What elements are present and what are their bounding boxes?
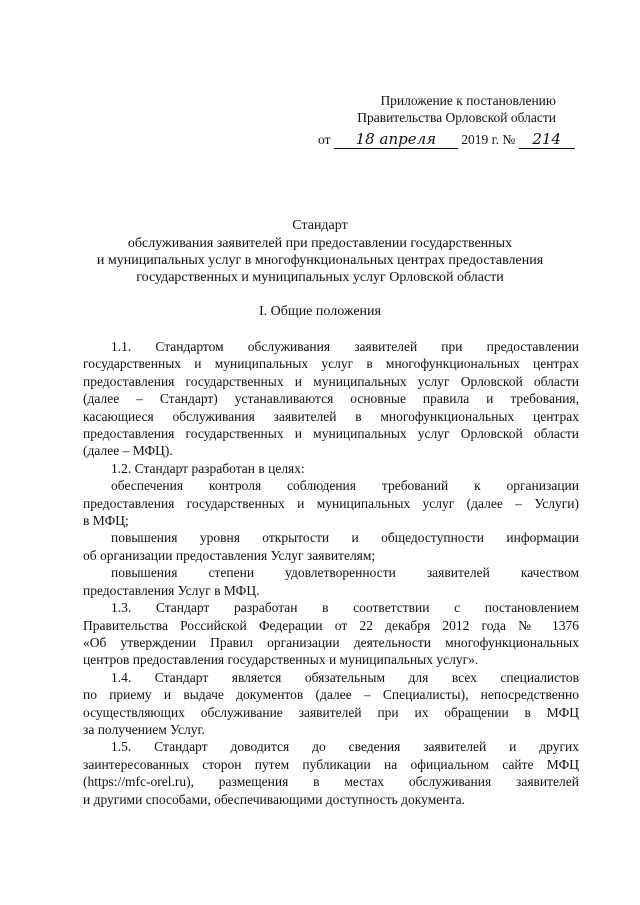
text-line: по приему и выдаче документов (далее – Специалисты), непосредственно: [83, 687, 579, 703]
text-line: «Об утверждении Правил организации деятельности многофункциональных: [83, 634, 579, 650]
title-line-3: государственных и муниципальных услуг Орловской области: [136, 270, 504, 285]
paragraph-1-5: [83, 738, 579, 808]
text-line: (далее – Стандарт) устанавливаются основные правила и требования,: [83, 391, 579, 407]
text-line: и другими способами, обеспечивающими доступность документа.: [83, 791, 465, 807]
text-line: повышения уровня открытости и общедоступности информации: [111, 530, 579, 546]
text-line: касающиеся обслуживания заявителей в многофункциональных центрах: [83, 408, 579, 424]
appendix-line-1: Приложение к постановлению: [380, 93, 556, 108]
goal-2: [83, 529, 579, 564]
resolution-date-line: [318, 130, 575, 149]
paragraph-1-3: [83, 599, 579, 669]
text-line: предоставления государственных и муниципальных услуг Орловской области: [83, 373, 579, 389]
text-line: государственных и муниципальных услуг в многофункциональных центрах: [83, 356, 579, 372]
goal-1: [83, 477, 579, 529]
text-line: центров предоставления государственных и муниципальных услуг».: [83, 652, 479, 668]
paragraph-1-4: [83, 669, 579, 739]
text-line: за получением Услуг.: [83, 721, 205, 737]
paragraph-1-1: [83, 338, 579, 460]
handwritten-date: 18 апреля: [334, 130, 458, 149]
text-line: 1.1. Стандартом обслуживания заявителей при предоставлении: [111, 339, 579, 354]
text-line: 1.5. Стандарт доводится до сведения заявителей и других: [111, 739, 579, 755]
text-line: об организации предоставления Услуг заявителям;: [83, 547, 376, 563]
text-line: Правительства Российской Федерации от 22 декабря 2012 года № 1376: [83, 617, 579, 633]
goal-3: [83, 564, 579, 599]
text-line: осуществляющих обслуживание заявителей при их обращении в МФЦ: [83, 704, 579, 720]
paragraph-1-2: 1.2. Стандарт разработан в целях:: [111, 460, 305, 476]
handwritten-number: 214: [519, 130, 575, 149]
date-year: 2019 г. №: [461, 132, 516, 147]
document-title: [0, 217, 640, 234]
text-line: (далее – МФЦ).: [83, 443, 173, 459]
document-body: [83, 338, 579, 808]
text-line: (https://mfc-orel.ru), размещения в местах обслуживания заявителей: [83, 774, 579, 790]
title-line-1: обслуживания заявителей при предоставлении государственных: [127, 236, 513, 251]
text-line: 1.4. Стандарт является обязательным для всех специалистов: [111, 669, 579, 685]
text-line: 1.3. Стандарт разработан в соответствии с постановлением: [111, 600, 579, 616]
appendix-line-2: Правительства Орловской области: [357, 110, 556, 125]
title-line-2: и муниципальных услуг в многофункциональных центрах предоставления: [96, 253, 544, 268]
text-line: предоставления государственных и муниципальных услуг Орловской области: [83, 426, 579, 442]
text-line: заинтересованных сторон путем публикации на официальном сайте МФЦ: [83, 756, 579, 772]
text-line: предоставления Услуг в МФЦ.: [83, 582, 260, 598]
appendix-header: [0, 92, 556, 126]
text-line: в МФЦ;: [83, 513, 129, 529]
date-prefix: от: [318, 132, 331, 147]
text-line: повышения степени удовлетворенности заявителей качеством: [111, 565, 579, 581]
text-line: предоставления государственных и муниципальных услуг (далее – Услуги): [83, 495, 579, 511]
section-heading: I. Общие положения: [259, 304, 381, 319]
document-subtitle: [0, 235, 640, 286]
text-line: обеспечения контроля соблюдения требований к организации: [111, 478, 579, 494]
title-main: Стандарт: [292, 218, 348, 233]
